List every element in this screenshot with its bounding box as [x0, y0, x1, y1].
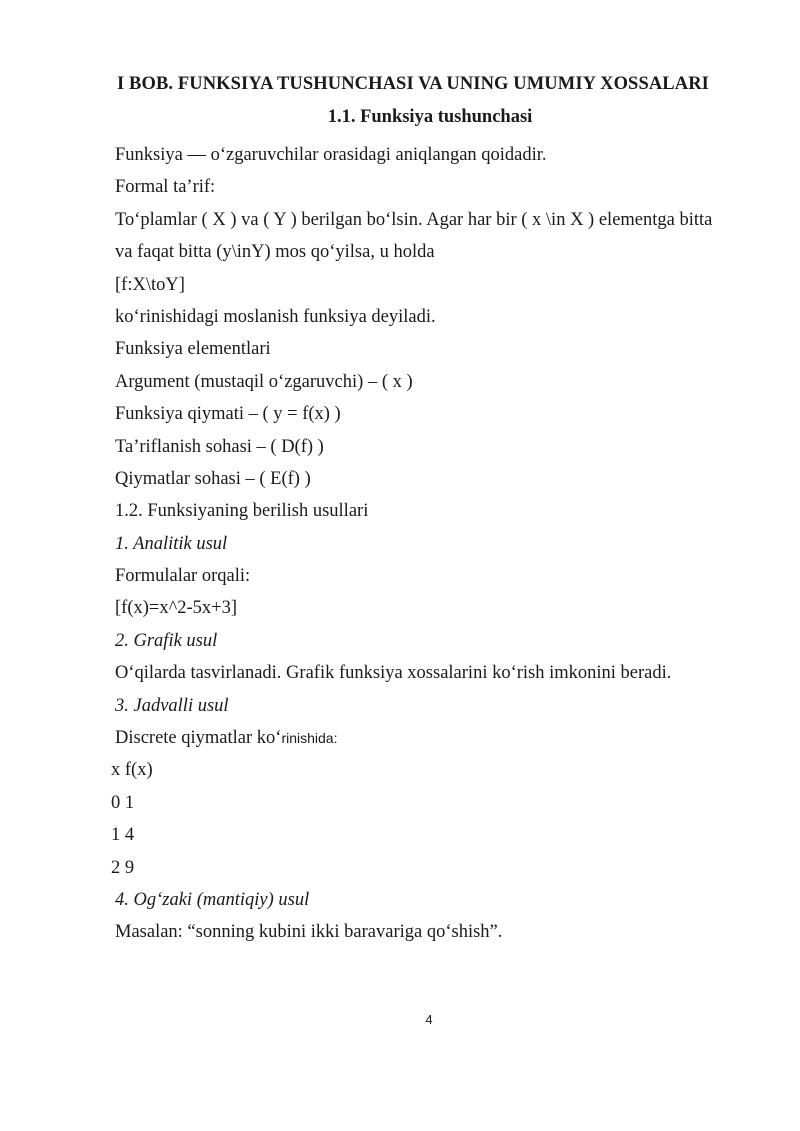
page-number: 4 — [425, 1012, 433, 1027]
discrete-text-small: rinishida: — [281, 730, 338, 747]
paragraph-mapping-def: ko‘rinishidagi moslanish funksiya deyiladi. — [115, 306, 436, 327]
paragraph-example: Masalan: “sonning kubini ikki baravariga qo‘shish”. — [115, 922, 503, 943]
heading-methods: 1.2. Funksiyaning berilish usullari — [115, 501, 369, 522]
table-row: 2 9 — [111, 857, 135, 878]
list-item-range: Qiymatlar sohasi – ( E(f) ) — [115, 468, 311, 489]
method-graphic: 2. Grafik usul — [115, 630, 218, 651]
discrete-text: Discrete qiymatlar ko‘ — [115, 728, 282, 749]
paragraph-formal-label: Formal ta’rif: — [115, 177, 216, 198]
formula-example: [f(x)=x^2-5x+3] — [115, 598, 238, 619]
table-row: 1 4 — [111, 825, 135, 846]
list-item-value: Funksiya qiymati – ( y = f(x) ) — [115, 404, 341, 425]
paragraph-sets-cont: va faqat bitta (y\inY) mos qo‘yilsa, u holda — [115, 242, 435, 263]
table-header: x f(x) — [111, 760, 153, 781]
section-title: 1.1. Funksiya tushunchasi — [327, 107, 533, 127]
document-body — [111, 139, 735, 949]
list-item-domain: Ta’riflanish sohasi – ( D(f) ) — [115, 436, 324, 457]
paragraph-definition: Funksiya — o‘zgaruvchilar orasidagi aniqlangan qoidadir. — [115, 145, 547, 165]
list-item-argument: Argument (mustaqil o‘zgaruvchi) – ( x ) — [115, 371, 413, 392]
chapter-title: I BOB. FUNKSIYA TUSHUNCHASI VA UNING UMUMIY XOSSALARI — [117, 74, 709, 94]
paragraph-formulas: Formulalar orqali: — [115, 566, 251, 587]
heading-elements: Funksiya elementlari — [115, 339, 271, 360]
table-row: 0 1 — [111, 792, 135, 813]
method-analytic: 1. Analitik usul — [115, 533, 228, 554]
paragraph-sets: To‘plamlar ( X ) va ( Y ) berilgan bo‘lsin. Agar har bir ( x \in X ) elementga bitta — [115, 209, 713, 230]
method-table: 3. Jadvalli usul — [115, 695, 229, 716]
paragraph-graphic: O‘qilarda tasvirlanadi. Grafik funksiya xossalarini ko‘rish imkonini beradi. — [115, 663, 672, 684]
method-verbal: 4. Og‘zaki (mantiqiy) usul — [115, 889, 310, 910]
paragraph-discrete — [115, 722, 735, 754]
formula-mapping: [f:X\toY] — [115, 274, 185, 295]
